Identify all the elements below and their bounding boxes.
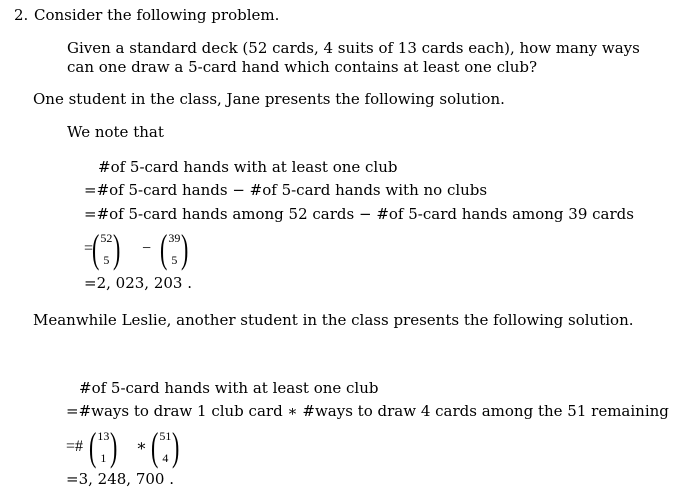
- left-paren: (: [88, 424, 97, 469]
- leslie-line-2: =#ways to draw 1 club card ∗ #ways to draw 4 cards among the 51 remaining: [66, 402, 669, 420]
- right-paren: ): [181, 226, 189, 271]
- binom-bottom: 1: [100, 451, 107, 465]
- leslie-binomial-13-choose-1: [86, 424, 121, 469]
- jane-line-1: #of 5-card hands with at least one club: [98, 158, 398, 176]
- right-paren: ): [113, 226, 121, 271]
- left-paren: (: [91, 226, 100, 271]
- problem-number: 2.: [14, 6, 29, 24]
- jane-intro: One student in the class, Jane presents the following solution.: [33, 90, 505, 108]
- leslie-result: =3, 248, 700 .: [66, 470, 174, 488]
- problem-intro: Consider the following problem.: [34, 6, 280, 24]
- jane-binomial-52-choose-5: [89, 226, 124, 271]
- jane-binomial-line: [84, 226, 224, 271]
- leslie-binomial-line: [66, 424, 226, 469]
- leslie-eq-prefix: =#: [66, 438, 84, 455]
- binom-top: 13: [97, 429, 110, 443]
- leslie-intro: Meanwhile Leslie, another student in the class presents the following solution.: [33, 311, 634, 329]
- jane-result: =2, 023, 203 .: [84, 274, 192, 292]
- binom-top: 39: [168, 231, 181, 245]
- jane-binomial-39-choose-5: [157, 226, 192, 271]
- binom-top: 52: [100, 231, 113, 245]
- jane-line-3: =#of 5-card hands among 52 cards − #of 5-card hands among 39 cards: [84, 205, 634, 223]
- jane-line-2: =#of 5-card hands − #of 5-card hands with no clubs: [84, 181, 488, 199]
- jane-we-note: We note that: [67, 123, 164, 141]
- jane-eq-sign: =: [84, 240, 94, 257]
- binom-bottom: 4: [162, 451, 169, 465]
- left-paren: (: [150, 424, 159, 469]
- leslie-times: ∗: [136, 438, 147, 455]
- leslie-line-1: #of 5-card hands with at least one club: [79, 379, 379, 397]
- left-paren: (: [159, 226, 168, 271]
- question-line-1: Given a standard deck (52 cards, 4 suits of 13 cards each), how many ways: [67, 39, 640, 57]
- question-line-2: can one draw a 5-card hand which contains at least one club?: [67, 58, 538, 76]
- right-paren: ): [110, 424, 118, 469]
- binom-bottom: 5: [103, 253, 110, 267]
- jane-minus: −: [142, 240, 152, 257]
- right-paren: ): [172, 424, 180, 469]
- leslie-binomial-51-choose-4: [148, 424, 183, 469]
- binom-bottom: 5: [171, 253, 178, 267]
- binom-top: 51: [159, 429, 172, 443]
